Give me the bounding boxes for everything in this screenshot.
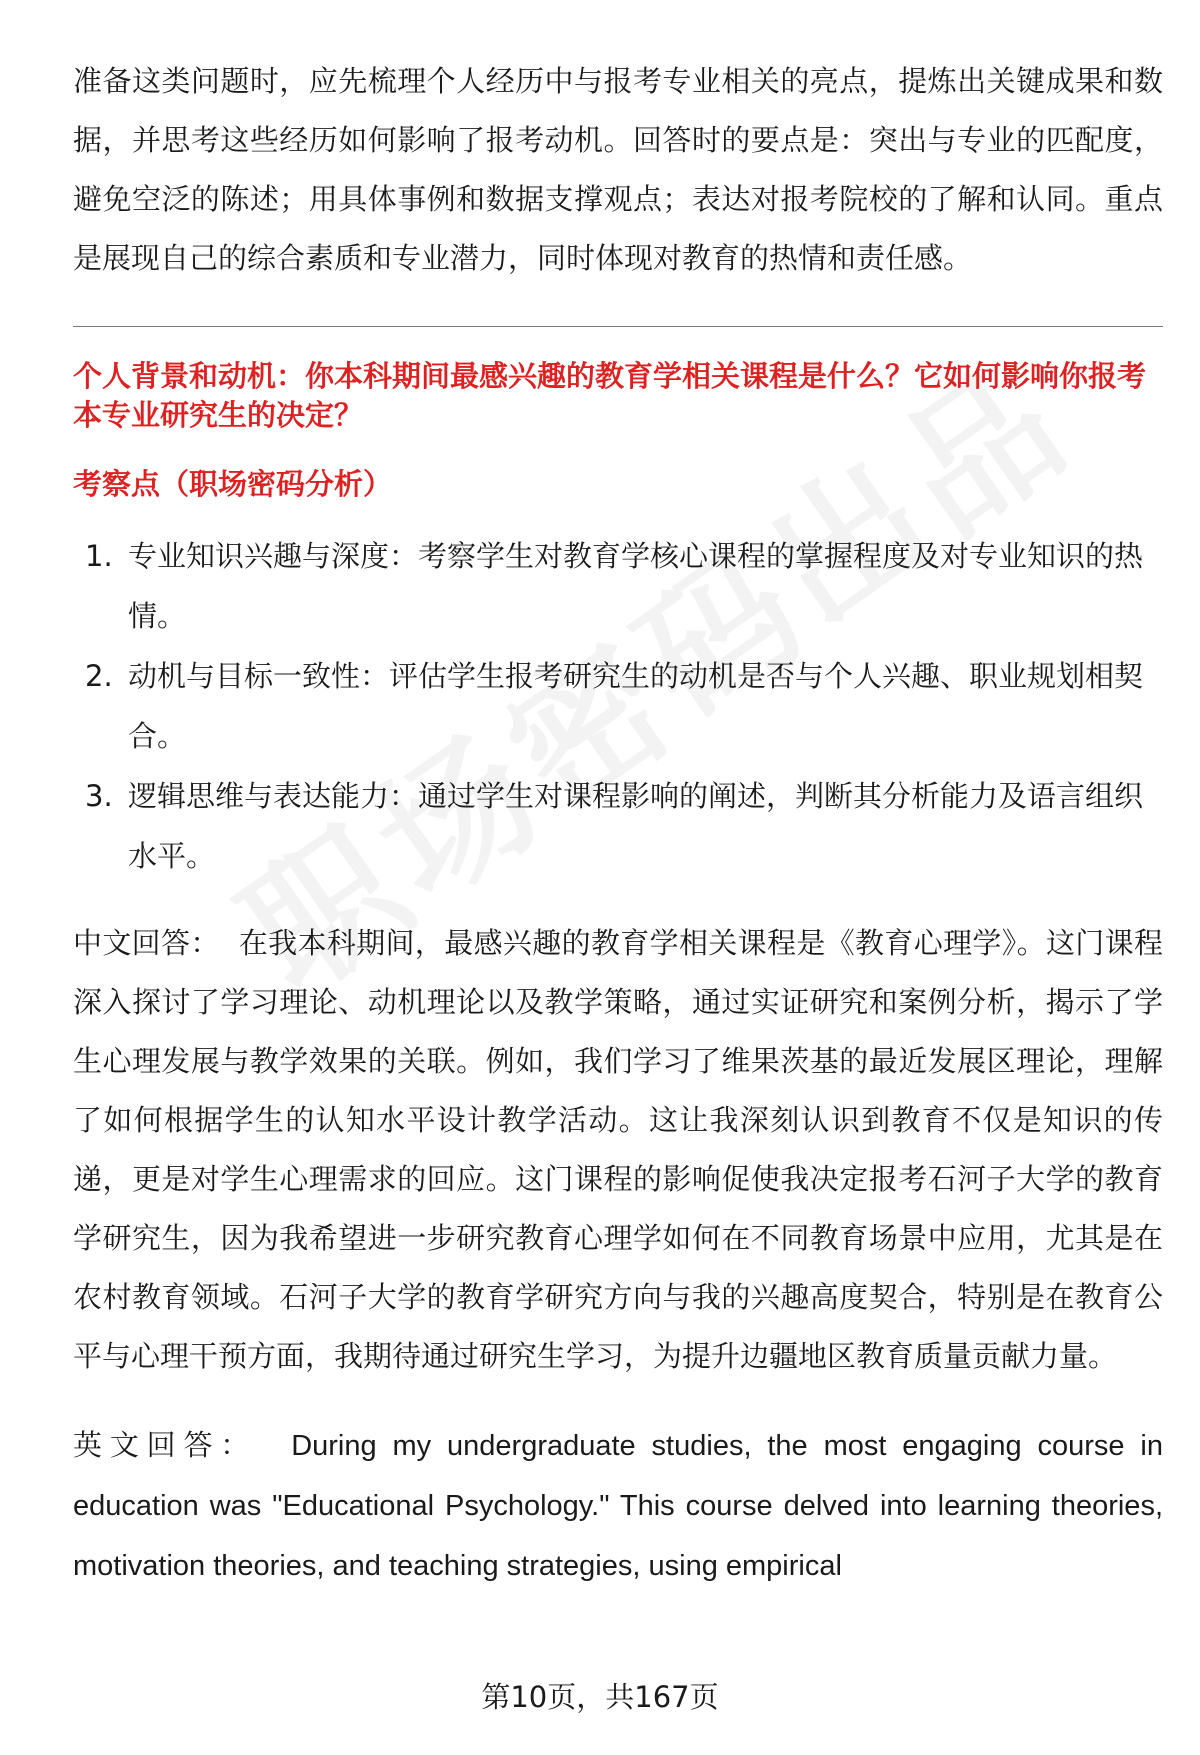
english-answer-label: 英文回答：: [73, 1428, 258, 1462]
page-footer: 第10页，共167页: [481, 1680, 719, 1714]
chinese-answer-text: 在我本科期间，最感兴趣的教育学相关课程是《教育心理学》。这门课程深入探讨了学习理论、动机理论以及教学策略，通过实证研究和案例分析，揭示了学生心理发展与教学效果的关联。例如，我们学习了维果茨基的最近发展区理论，理解了如何根据学生的认知水平设计教学活动。这让我深刻认识到教育不仅是知识的传递，更是对学生心理需求的回应。这门课程的影响促使我决定报考石河子大学的教育学研究生，因为我希望进一步研究教育心理学如何在不同教育场景中应用，尤其是在农村教育领域。石河子大学的教育学研究方向与我的兴趣高度契合，特别是在教育公平与心理干预方面，我期待通过研究生学习，为提升边疆地区教育质量贡献力量。: [73, 926, 1163, 1373]
list-item-text: 逻辑思维与表达能力：通过学生对课程影响的阐述，判断其分析能力及语言组织水平。: [128, 779, 1144, 873]
question-heading: 个人背景和动机：你本科期间最感兴趣的教育学相关课程是什么？它如何影响你报考本专业研究生的决定？: [73, 359, 1147, 432]
assessment-label: 考察点（职场密码分析）: [73, 467, 393, 501]
english-answer: [73, 1416, 1163, 1596]
list-item: [73, 766, 1163, 886]
list-item: [73, 526, 1163, 646]
list-number: 1.: [85, 539, 113, 573]
list-number: 2.: [85, 659, 113, 693]
chinese-answer-label: 中文回答：: [73, 926, 220, 960]
list-item: [73, 646, 1163, 766]
list-number: 3.: [85, 779, 113, 813]
list-item-text: 动机与目标一致性：评估学生报考研究生的动机是否与个人兴趣、职业规划相契合。: [128, 659, 1144, 753]
intro-paragraph: 准备这类问题时，应先梳理个人经历中与报考专业相关的亮点，提炼出关键成果和数据，并思考这些经历如何影响了报考动机。回答时的要点是：突出与专业的匹配度，避免空泛的陈述；用具体事例和数据支撑观点；表达对报考院校的了解和认同。重点是展现自己的综合素质和专业潜力，同时体现对教育的热情和责任感。: [73, 64, 1163, 275]
english-answer-text: During my undergraduate studies, the most engaging course in education was "Educational Psychology." This course delved into learning theories, motivation theories, and teaching strategies, using empirical: [73, 1430, 1163, 1582]
document-body: [73, 52, 1163, 1596]
section-divider: [73, 326, 1163, 327]
chinese-answer: [73, 914, 1163, 1386]
list-item-text: 专业知识兴趣与深度：考察学生对教育学核心课程的掌握程度及对专业知识的热情。: [128, 539, 1144, 633]
assessment-points-list: [73, 526, 1163, 886]
